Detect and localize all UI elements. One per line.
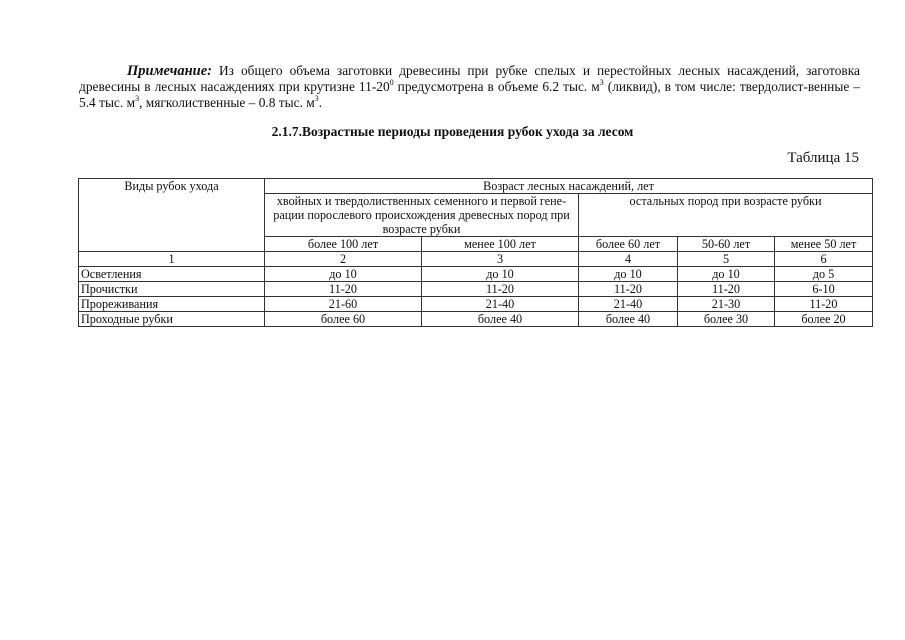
cell-value: до 10 [579, 267, 678, 282]
cell-value: 11-20 [678, 282, 775, 297]
table-row [79, 312, 873, 327]
cell-value: 11-20 [265, 282, 422, 297]
cell-value: более 20 [775, 312, 873, 327]
cell-value: 21-30 [678, 297, 775, 312]
column-number: 3 [422, 252, 579, 267]
cubic-superscript: 3 [135, 94, 140, 103]
column-number: 5 [678, 252, 775, 267]
note-text-4: , мягколиственные – 0.8 тыс. м [139, 95, 315, 110]
row-name: Проходные рубки [79, 312, 265, 327]
row-name: Осветления [79, 267, 265, 282]
table-number: Таблица 15 [787, 150, 859, 166]
column-number: 1 [79, 252, 265, 267]
cubic-superscript: 3 [599, 78, 604, 87]
note-text-2: предусмотрена в объеме 6.2 тыс. м [393, 79, 600, 94]
section-title: 2.1.7.Возрастные периоды проведения рубок ухода за лесом [271, 124, 634, 139]
note-text-1: Из общего объема заготовки древесины при рубке спелых и перестойных лесных насаждений, заготовка древесины в лесных насаждениях при крутизне 11-20 [79, 63, 860, 94]
table-row [79, 282, 873, 297]
age-header: менее 50 лет [775, 237, 873, 252]
cell-value: 11-20 [775, 297, 873, 312]
cell-value: до 10 [265, 267, 422, 282]
note-paragraph [79, 63, 860, 111]
header-cutting-type: Виды рубок ухода [79, 179, 265, 252]
cell-value: до 5 [775, 267, 873, 282]
cell-value: 21-60 [265, 297, 422, 312]
header-conifer-hardwood: хвойных и твердолиственных семенного и первой гене-рации порослевого происхождения древесных пород при возрасте рубки [265, 194, 579, 237]
row-name: Прочистки [79, 282, 265, 297]
header-age-group: Возраст лесных насаждений, лет [265, 179, 873, 194]
column-number: 4 [579, 252, 678, 267]
cell-value: 6-10 [775, 282, 873, 297]
cell-value: более 30 [678, 312, 775, 327]
cubic-superscript: 3 [314, 94, 319, 103]
cutting-periods-table [78, 178, 873, 327]
age-header: более 100 лет [265, 237, 422, 252]
age-header: 50-60 лет [678, 237, 775, 252]
degree-superscript: 0 [389, 78, 394, 87]
cell-value: более 40 [422, 312, 579, 327]
column-number: 6 [775, 252, 873, 267]
cell-value: 21-40 [579, 297, 678, 312]
header-other-species: остальных пород при возрасте рубки [579, 194, 873, 237]
cell-value: до 10 [678, 267, 775, 282]
cell-value: 11-20 [579, 282, 678, 297]
cell-value: более 60 [265, 312, 422, 327]
cell-value: 21-40 [422, 297, 579, 312]
column-number-row [79, 252, 873, 267]
note-text-3: (ликвид), в том числе: твердолист-венные – 5.4 тыс. м [79, 79, 860, 110]
cell-value: 11-20 [422, 282, 579, 297]
note-text-5: . [318, 95, 323, 110]
column-number: 2 [265, 252, 422, 267]
age-header: более 60 лет [579, 237, 678, 252]
table-row [79, 267, 873, 282]
row-name: Прореживания [79, 297, 265, 312]
table-row [79, 297, 873, 312]
cell-value: до 10 [422, 267, 579, 282]
cell-value: более 40 [579, 312, 678, 327]
note-label: Примечание: [127, 63, 213, 79]
age-header: менее 100 лет [422, 237, 579, 252]
